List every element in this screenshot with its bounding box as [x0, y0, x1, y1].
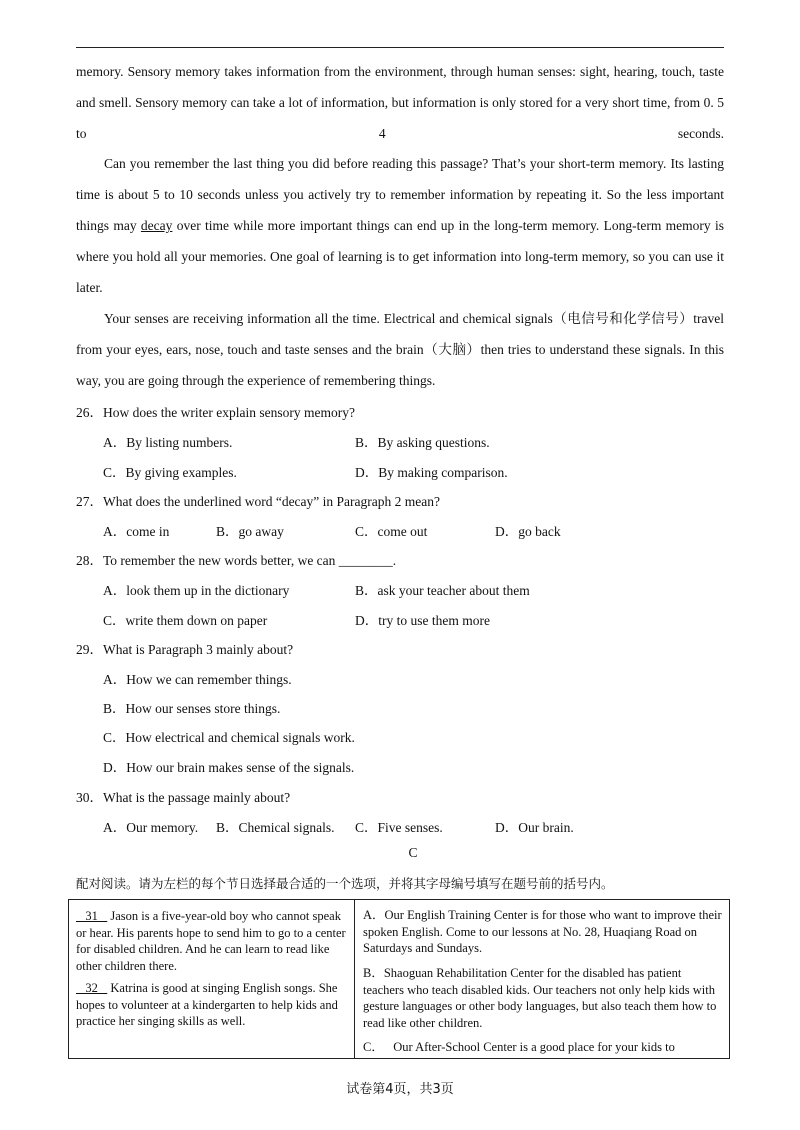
- matching-item-32: [76, 980, 348, 1030]
- paragraph-2: [76, 148, 724, 303]
- matching-item-31: [76, 908, 348, 974]
- question-29-option-c[interactable]: C．How electrical and chemical signals work.: [103, 730, 355, 745]
- question-28-option-a[interactable]: A．look them up in the dictionary: [103, 583, 290, 598]
- question-30-option-d[interactable]: D．Our brain.: [495, 820, 574, 835]
- question-26-option-c[interactable]: C．By giving examples.: [103, 465, 237, 480]
- question-26-option-b[interactable]: B．By asking questions.: [355, 435, 490, 450]
- matching-option-b: B．Shaoguan Rehabilitation Center for the disabled has patient teachers who teach disabled kids. Our teachers not only help kids with gesture languages or other body languages, but also teach them how to read like other children.: [363, 966, 717, 1030]
- header-rule: [76, 47, 724, 48]
- question-29-option-d[interactable]: D．How our brain makes sense of the signals.: [103, 760, 355, 775]
- underlined-word-decay: decay: [140, 218, 173, 233]
- paragraph-3-text: Your senses are receiving information all the time. Electrical and chemical signals（电信号和化学信号）travel from your eyes, ears, nose, touch and taste senses and the brain（大脑）then tries to understand these signals. In this way, you are going through the experience of remembering things.: [76, 311, 724, 388]
- question-28-option-b[interactable]: B．ask your teacher about them: [355, 583, 530, 598]
- question-29-stem: 29．What is Paragraph 3 mainly about?: [76, 642, 294, 657]
- question-28-stem: 28．To remember the new words better, we can ________.: [76, 553, 397, 568]
- answer-blank-31[interactable]: 31: [76, 909, 108, 923]
- matching-option-a: A．Our English Training Center is for those who want to improve their spoken English. Come to our lessons at No. 28, Huaqiang Road on Saturdays and Sundays.: [363, 908, 722, 955]
- question-29-option-b[interactable]: B．How our senses store things.: [103, 701, 281, 716]
- question-27-option-d[interactable]: D．go back: [495, 524, 561, 539]
- question-28-option-d[interactable]: D．try to use them more: [355, 613, 490, 628]
- question-27-option-b[interactable]: B．go away: [216, 524, 284, 539]
- question-30-stem: 30．What is the passage mainly about?: [76, 790, 291, 805]
- section-c-instruction: 配对阅读。请为左栏的每个节日选择最合适的一个选项，并将其字母编号填写在题号前的括号内。: [76, 876, 614, 891]
- question-26-option-a[interactable]: A．By listing numbers.: [103, 435, 233, 450]
- question-27-option-c[interactable]: C．come out: [355, 524, 428, 539]
- paragraph-1-text: memory. Sensory memory takes information from the environment, through human senses: sight, hearing, touch, taste and smell. Sensory memory can take a lot of information, but information is only stored for a very short time, from 0. 5 to 4 seconds.: [76, 64, 724, 141]
- question-29-option-a[interactable]: A．How we can remember things.: [103, 672, 292, 687]
- matching-item-31-text: Jason is a five-year-old boy who cannot speak or hear. His parents hope to send him to go to a center for disabled children. And he can learn to read like other children there.: [76, 909, 346, 973]
- matching-item-32-text: Katrina is good at singing English songs. She hopes to volunteer at a kindergarten to help kids and practice her singing skills as well.: [76, 981, 338, 1028]
- matching-option-c: C． Our After-School Center is a good place for your kids to: [363, 1040, 675, 1054]
- question-30-option-a[interactable]: A．Our memory.: [103, 820, 199, 835]
- question-30-option-c[interactable]: C．Five senses.: [355, 820, 443, 835]
- matching-table-divider: [354, 900, 355, 1058]
- question-27-option-a[interactable]: A．come in: [103, 524, 170, 539]
- question-28-option-c[interactable]: C．write them down on paper: [103, 613, 268, 628]
- answer-blank-32[interactable]: 32: [76, 981, 108, 995]
- paragraph-1: [76, 56, 724, 149]
- paragraph-2-text-b: over time while more important things can end up in the long-term memory. Long-term memory is where you hold all your memories. One goal of learning is to get information into long-term memory, so you can use it later.: [76, 218, 725, 295]
- paragraph-3: [76, 303, 724, 396]
- paragraph-2-text-a: Can you remember the last thing you did before reading this passage? That’s your short-term memory. Its lasting time is about 5 to 10 seconds unless you actively try to remember information by repeating it. So the less important things may: [76, 156, 724, 233]
- question-26-option-d[interactable]: D．By making comparison.: [355, 465, 508, 480]
- question-27-stem: 27．What does the underlined word “decay” in Paragraph 2 mean?: [76, 494, 440, 509]
- section-c-heading: C: [408, 845, 418, 860]
- page-footer: 试卷第4页，共3页: [346, 1082, 454, 1097]
- question-26-stem: 26．How does the writer explain sensory memory?: [76, 405, 355, 420]
- question-30-option-b[interactable]: B．Chemical signals.: [216, 820, 335, 835]
- matching-table: [68, 899, 730, 1059]
